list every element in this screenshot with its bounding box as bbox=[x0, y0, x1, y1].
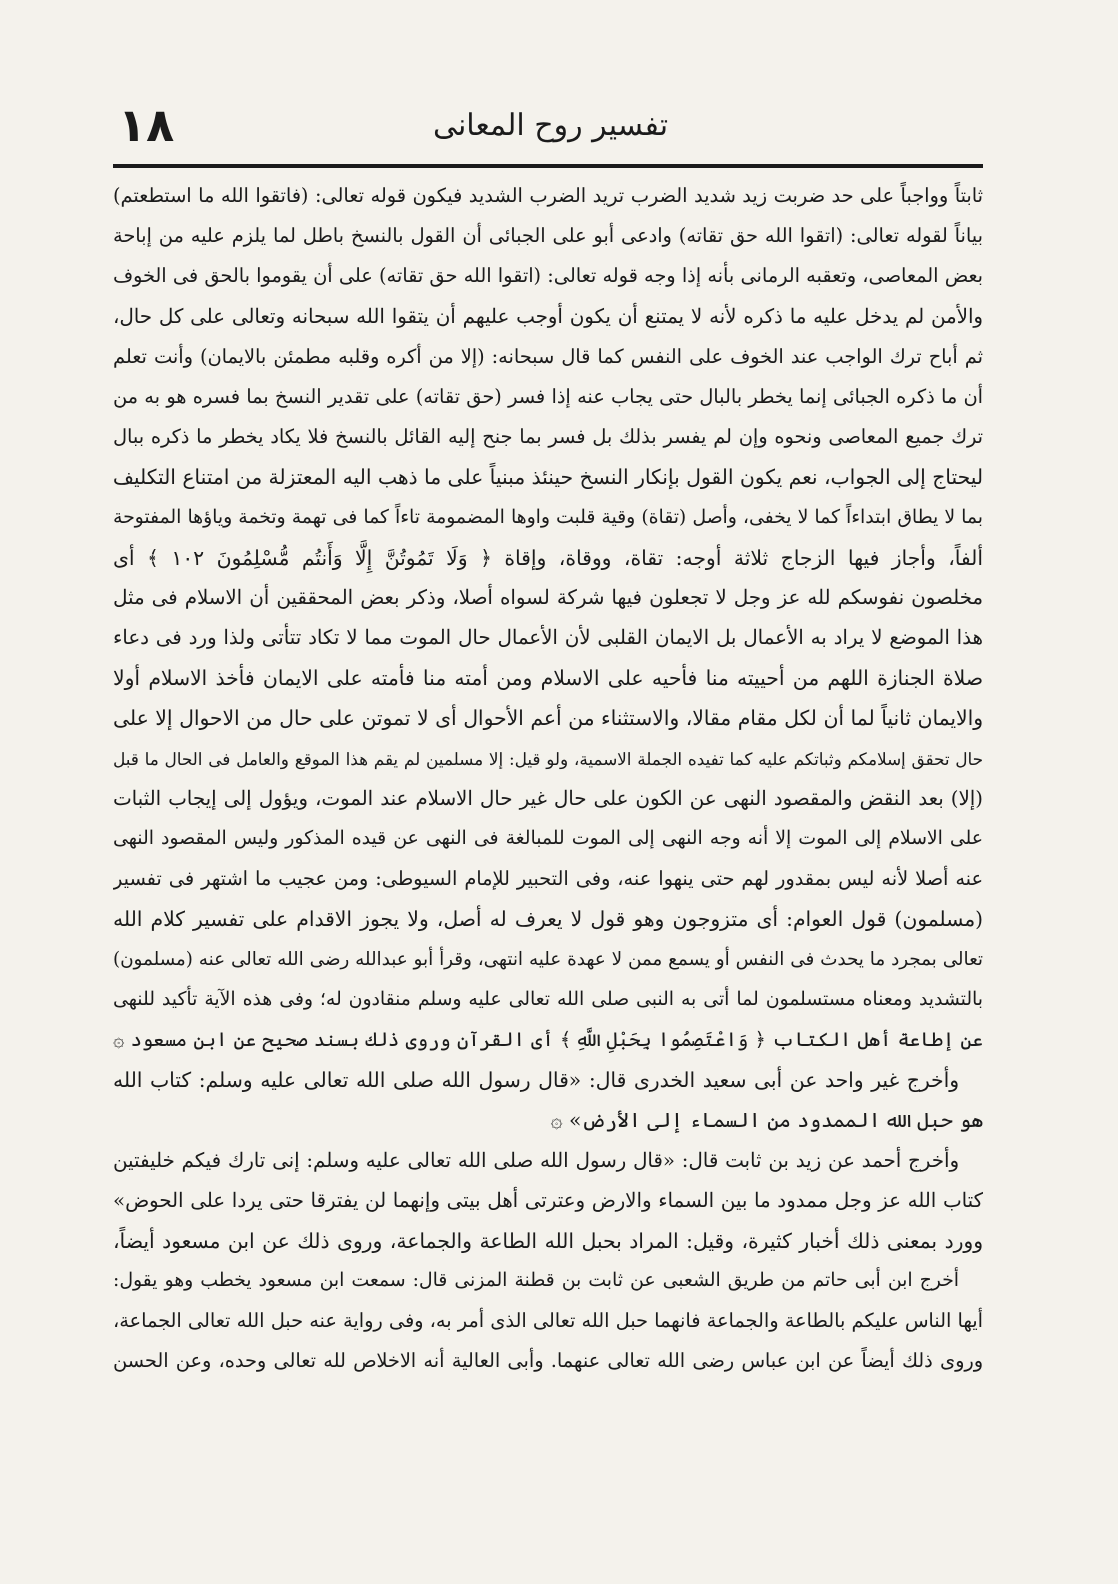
text-line: صلاة الجنازة اللهم من أحييته منا فأحيه على الاسلام ومن أمته منا فأمته على الايمان فأخذ الاسلام أولا bbox=[113, 666, 983, 691]
text-line: وأخرج غير واحد عن أبى سعيد الخدرى قال: «قال رسول الله صلى الله تعالى عليه وسلم: كتاب الله bbox=[113, 1068, 959, 1093]
text-line: أيها الناس عليكم بالطاعة والجماعة فانهما حبل الله تعالى الذى أمر به، وفى رواية عنه حبل الله تعالى الجماعة، bbox=[113, 1309, 983, 1333]
text-line: مخلصون نفوسكم لله عز وجل لا تجعلون فيها شركة لسواه أصلا، وذكر بعض المحققين أن الاسلام فى مثل bbox=[113, 585, 983, 609]
header-rule bbox=[113, 164, 983, 168]
text-line: بعض المعاصى، وتعقبه الرمانى بأنه إذا وجه قوله تعالى: (اتقوا الله حق تقاته) على أن يقوموا بالحق فى الخوف bbox=[113, 264, 983, 288]
text-line: حال تحقق إسلامكم وثباتكم عليه كما تفيده الجملة الاسمية، ولو قيل: إلا مسلمين لم يقم هذا الموقع والعامل فى الحال ما قبل bbox=[113, 748, 983, 769]
text-line: (إلا) بعد النقض والمقصود النهى عن الكون على حال غير حال الاسلام عند الموت، ويؤول إلى إيجاب الثبات bbox=[113, 786, 983, 810]
text-line: ثم أباح ترك الواجب عند الخوف على النفس كما قال سبحانه: (إلا من أكره وقلبه مطمئن بالايمان) وأنت تعلم bbox=[113, 344, 983, 368]
text-line: تعالى بمجرد ما يحدث فى النفس أو يسمع ممن لا عهدة عليه انتهى، وقرأ أبو عبدالله رضى الله تعالى عنه (مسلمون) bbox=[113, 948, 983, 970]
text-line: على الاسلام إلى الموت إلا أنه وجه النهى إلى الموت للمبالغة فى النهى عن قيده المذكور وليس المقصود النهى bbox=[113, 828, 983, 849]
running-title: تفسير روح المعانى bbox=[432, 108, 669, 143]
text-line: ثابتاً وواجباً على حد ضربت زيد شديد الضرب تريد الضرب الشديد فيكون قوله تعالى: (فاتقوا الله ما استطعتم) bbox=[113, 184, 983, 207]
text-line: وأخرج أحمد عن زيد بن ثابت قال: «قال رسول الله صلى الله تعالى عليه وسلم: إنى تارك فيكم خليفتين bbox=[113, 1148, 959, 1172]
text-line: أن ما ذكره الجبائى إنما يخطر بالبال حتى يجاب عنه إذا فسر (حق تقاته) على تقدير النسخ بما فسره هو به من bbox=[113, 384, 983, 408]
text-line: عنه أصلا لأنه ليس بمقدور لهم حتى ينهوا عنه، وفى التحبير للإمام السيوطى: ومن عجيب ما اشتهر فى تفسير bbox=[113, 867, 983, 891]
text-line: هو حبل الله الممدود من السماء إلى الأرض» ۞ bbox=[550, 1108, 983, 1133]
text-line: أخرج ابن أبى حاتم من طريق الشعبى عن ثابت بن قطنة المزنى قال: سمعت ابن مسعود يخطب وهو يقول: bbox=[113, 1270, 959, 1292]
text-line: ليحتاج إلى الجواب، نعم يكون القول بإنكار النسخ حينئذ مبنياً على ما ذهب اليه المعتزلة من امتناع التكليف bbox=[113, 465, 983, 490]
quran-verse-line: ألفاً، وأجاز فيها الزجاج ثلاثة أوجه: تقاة، ووقاة، وإقاة ﴿ وَلَا تَمُوتُنَّ إِلَّا وَأَنتُم مُّسْلِمُونَ ١٠٢ ﴾ أى bbox=[113, 545, 983, 570]
text-line: والايمان ثانياً لما أن لكل مقام مقالا، والاستثناء من أعم الأحوال أى لا تموتن على حال من الاحوال إلا على bbox=[113, 706, 983, 731]
text-line: وورد بمعنى ذلك أخبار كثيرة، وقيل: المراد بحبل الله الطاعة والجماعة، وروى ذلك عن ابن مسعود أيضاً، bbox=[113, 1228, 983, 1253]
page-number: ١٨ bbox=[118, 98, 175, 152]
text-line: بما لا يطاق ابتداءاً كما لا يخفى، وأصل (تقاة) وقية قلبت واوها المضمومة تاءاً كما فى تهمة وتخمة وياؤها المفتوحة bbox=[113, 506, 983, 528]
text-line: بالتشديد ومعناه مستسلمون لما أتى به النبى صلى الله تعالى عليه وسلم منقادون له؛ وفى هذه الآية تأكيد للنهى bbox=[113, 988, 983, 1010]
body-text bbox=[113, 176, 983, 1382]
text-line: وروى ذلك أيضاً عن ابن عباس رضى الله تعالى عنهما. وأبى العالية أنه الاخلاص لله تعالى وحده، وعن الحسن bbox=[113, 1349, 983, 1373]
page-header bbox=[118, 95, 983, 161]
text-line: بياناً لقوله تعالى: (اتقوا الله حق تقاته) وادعى أبو على الجبائى أن القول بالنسخ باطل لما يلزم عليه من إباحة bbox=[113, 224, 983, 248]
text-line: هذا الموضع لا يراد به الأعمال بل الايمان القلبى لأن الأعمال حال الموت مما لا تكاد تتأتى ولذا ورد فى دعاء bbox=[113, 626, 983, 650]
text-line: ترك جميع المعاصى ونحوه وإن لم يفسر بذلك بل فسر بما جنح إليه القائل بالنسخ فلا يكاد يخطر ما ذكره ببال bbox=[113, 425, 983, 449]
text-line: والأمن لم يدخل عليه ما ذكره لأنه لا يمتنع أن يكون أوجب عليهم أن يتقوا الله سبحانه وتعالى على كل حال، bbox=[113, 304, 983, 328]
quran-verse-line: عن إطاعة أهل الكتاب ﴿ وَاعْتَصِمُوا بِحَبْلِ اللَّهِ ﴾ أى القرآن وروى ذلك بسند صحيح عن ابن مسعود ۞ bbox=[113, 1027, 983, 1051]
text-line: (مسلمون) قول العوام: أى متزوجون وهو قول لا يعرف له أصل، ولا يجوز الاقدام على تفسير كلام الله bbox=[113, 907, 983, 932]
text-line: كتاب الله عز وجل ممدود ما بين السماء والارض وعترتى أهل بيتى وإنهما لن يفترقا حتى يردا على الحوض» bbox=[113, 1188, 983, 1212]
